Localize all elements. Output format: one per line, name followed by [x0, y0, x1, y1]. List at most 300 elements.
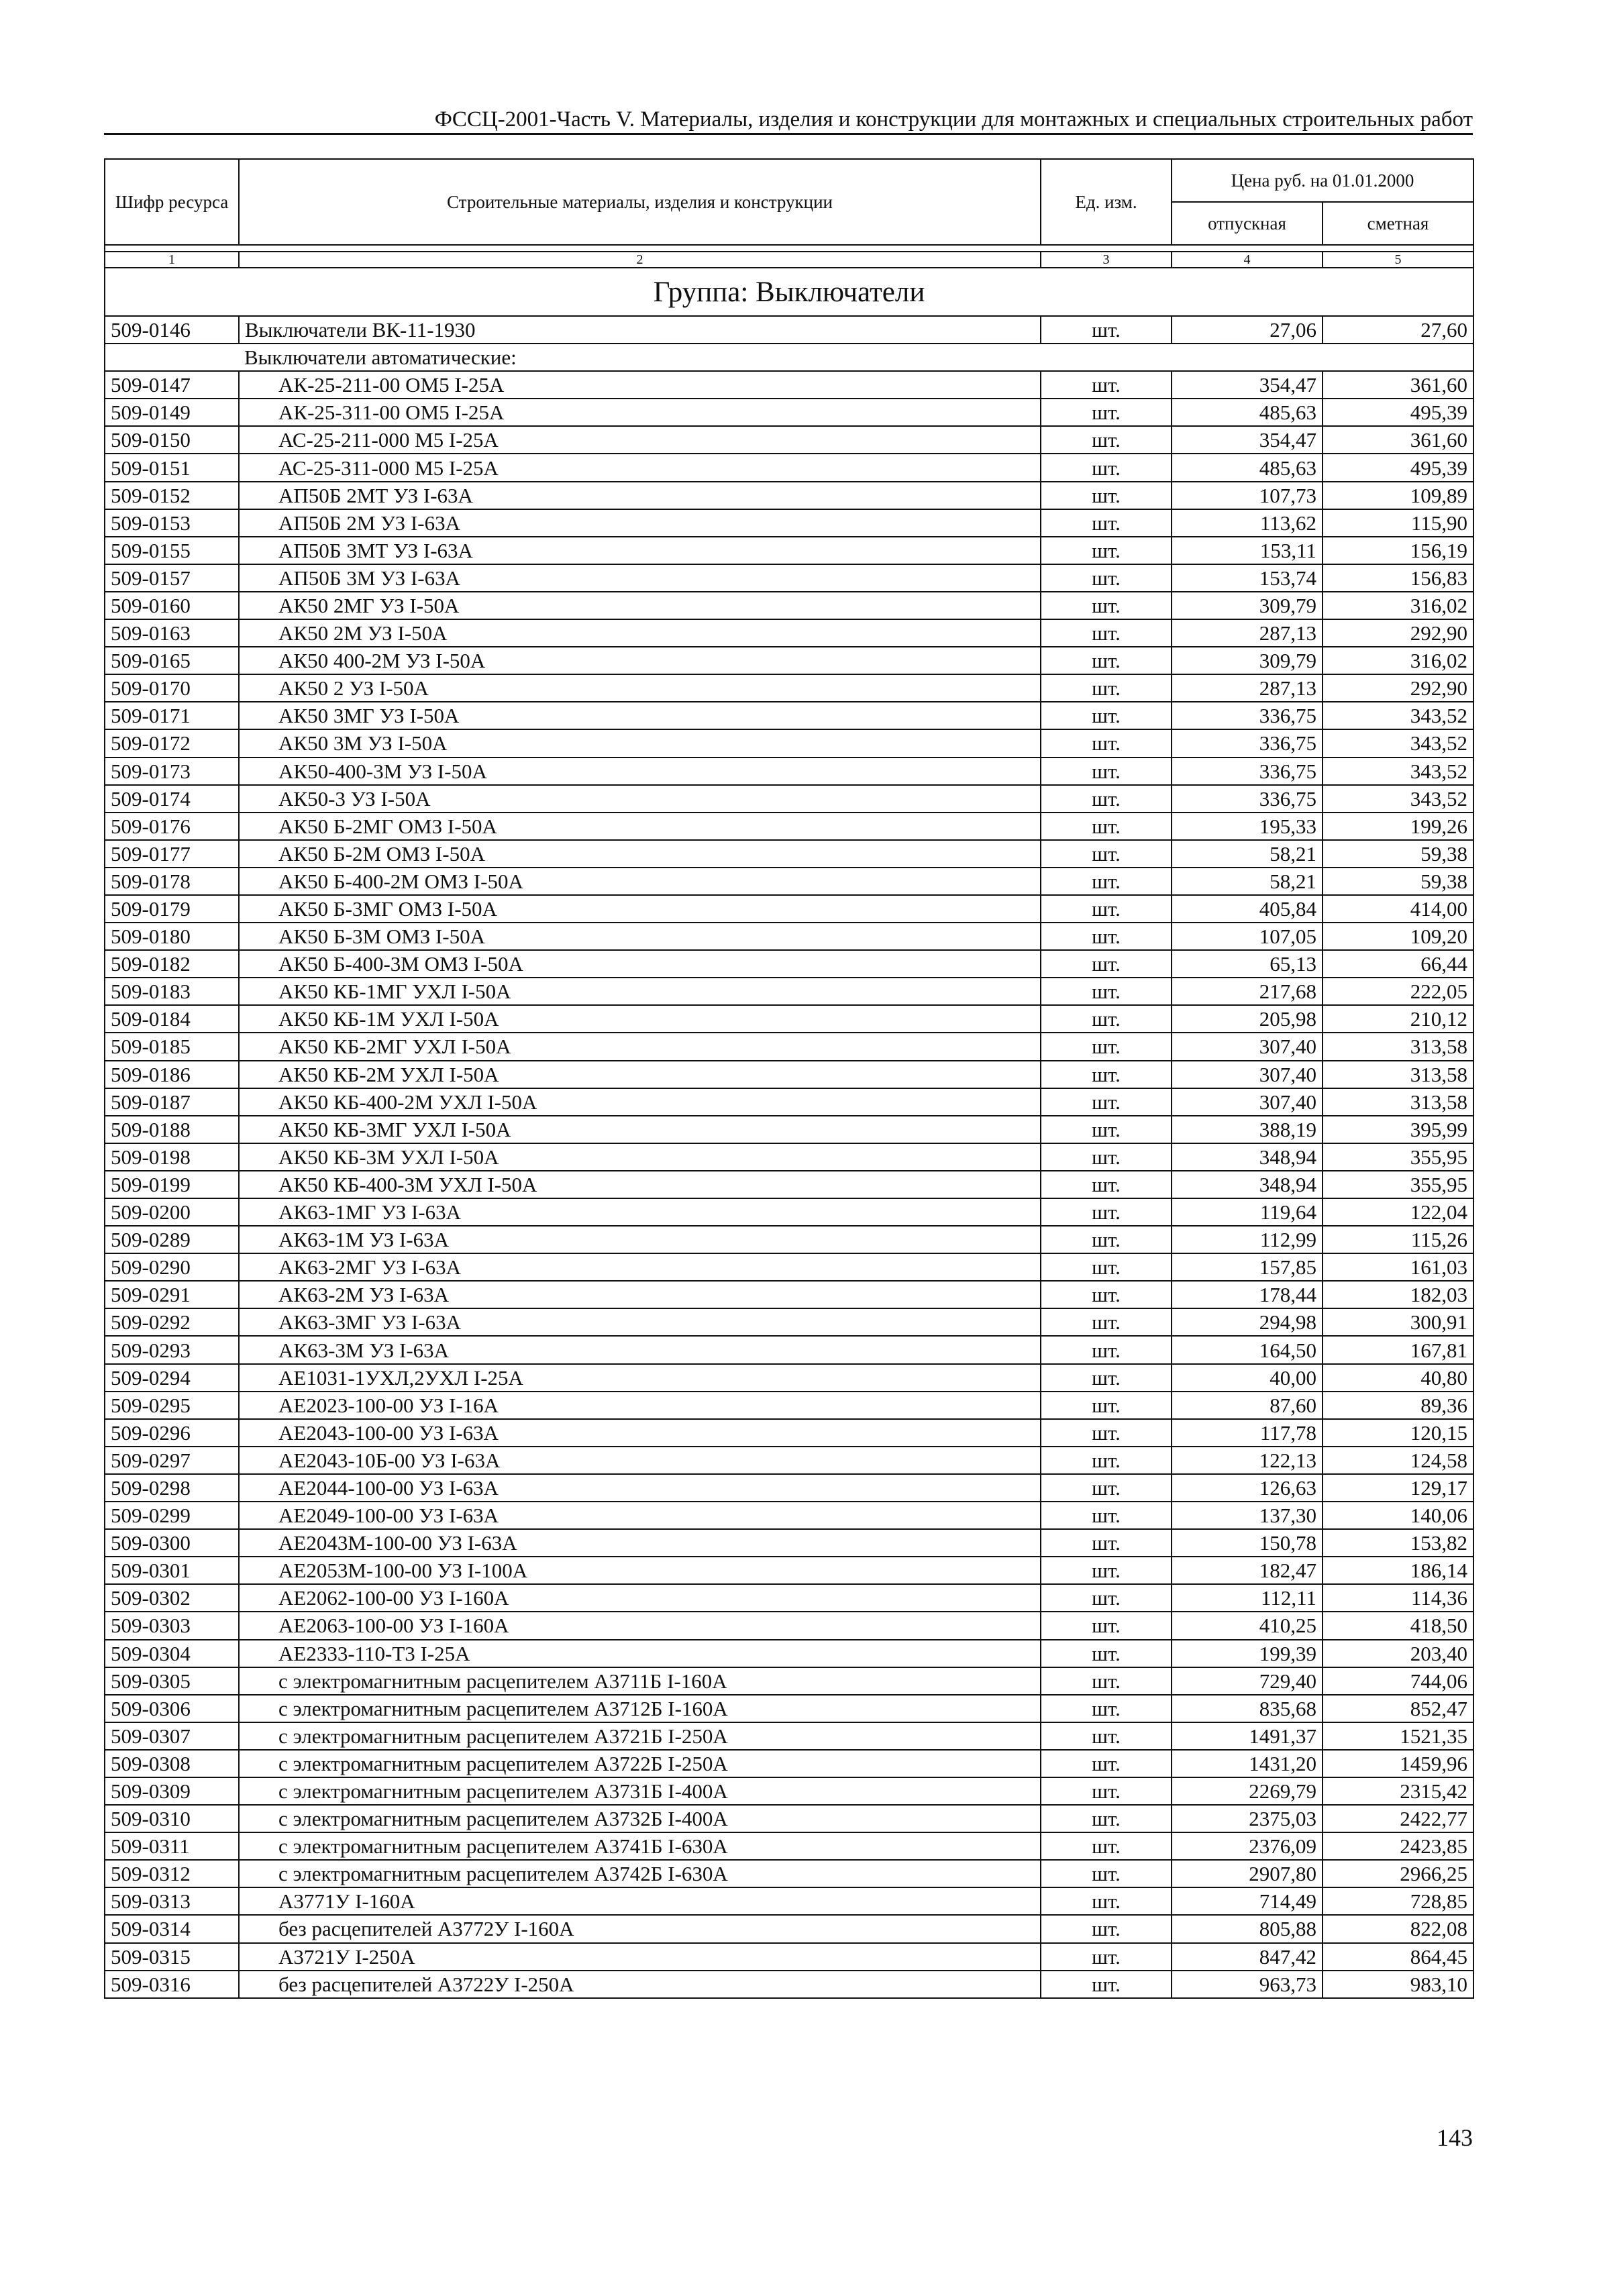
resource-code: 509-0298	[105, 1474, 239, 1502]
release-price: 113,62	[1172, 509, 1323, 537]
unit-of-measure: шт.	[1041, 1860, 1172, 1887]
estimate-price: 355,95	[1323, 1143, 1473, 1171]
table-row	[105, 1419, 1473, 1447]
resource-code: 509-0165	[105, 647, 239, 674]
release-price: 1491,37	[1172, 1722, 1323, 1750]
table-row	[105, 1171, 1473, 1198]
item-name: АЕ2333-110-Т3 I-25А	[239, 1640, 1041, 1667]
resource-code: 509-0184	[105, 1005, 239, 1033]
table-row	[105, 1061, 1473, 1088]
unit-of-measure: шт.	[1041, 1474, 1172, 1502]
resource-code: 509-0313	[105, 1887, 239, 1915]
release-price: 2269,79	[1172, 1777, 1323, 1805]
release-price: 58,21	[1172, 868, 1323, 895]
item-name: А3771У I-160А	[239, 1887, 1041, 1915]
table-row	[105, 840, 1473, 868]
table-row	[105, 895, 1473, 923]
item-name: АК50 КБ-1М УХЛ I-50А	[239, 1005, 1041, 1033]
estimate-price: 495,39	[1323, 399, 1473, 426]
resource-code: 509-0200	[105, 1198, 239, 1226]
resource-code: 509-0177	[105, 840, 239, 868]
table-row	[105, 564, 1473, 592]
unit-of-measure: шт.	[1041, 1612, 1172, 1639]
estimate-price: 122,04	[1323, 1198, 1473, 1226]
column-number: 3	[1041, 252, 1172, 268]
table-row	[105, 426, 1473, 454]
resource-code: 509-0302	[105, 1584, 239, 1612]
release-price: 2375,03	[1172, 1805, 1323, 1832]
item-name: АК50 3МГ УЗ I-50А	[239, 702, 1041, 729]
release-price: 117,78	[1172, 1419, 1323, 1447]
unit-of-measure: шт.	[1041, 509, 1172, 537]
estimate-price: 161,03	[1323, 1253, 1473, 1281]
estimate-price: 27,60	[1323, 316, 1473, 344]
item-name: АЕ2043-100-00 УЗ I-63А	[239, 1419, 1041, 1447]
resource-code: 509-0180	[105, 923, 239, 950]
unit-of-measure: шт.	[1041, 1695, 1172, 1722]
item-name: АК50 КБ-3М УХЛ I-50А	[239, 1143, 1041, 1171]
unit-of-measure: шт.	[1041, 923, 1172, 950]
column-number-row	[105, 252, 1473, 268]
item-name: АК50 КБ-2МГ УХЛ I-50А	[239, 1033, 1041, 1060]
resource-code: 509-0303	[105, 1612, 239, 1639]
item-name: АС-25-311-000 М5 I-25А	[239, 454, 1041, 481]
resource-code: 509-0304	[105, 1640, 239, 1667]
resource-code: 509-0183	[105, 978, 239, 1005]
col-header-release: отпускная	[1172, 202, 1323, 245]
resource-code: 509-0316	[105, 1971, 239, 1998]
resource-code: 509-0163	[105, 619, 239, 647]
item-name: АП50Б 2МТ УЗ I-63А	[239, 482, 1041, 509]
release-price: 354,47	[1172, 371, 1323, 399]
unit-of-measure: шт.	[1041, 1777, 1172, 1805]
resource-code: 509-0293	[105, 1336, 239, 1363]
estimate-price: 343,52	[1323, 785, 1473, 813]
release-price: 307,40	[1172, 1061, 1323, 1088]
release-price: 336,75	[1172, 785, 1323, 813]
unit-of-measure: шт.	[1041, 1887, 1172, 1915]
item-name: АК50 Б-2МГ ОМЗ I-50А	[239, 813, 1041, 840]
unit-of-measure: шт.	[1041, 1226, 1172, 1253]
resource-code: 509-0187	[105, 1088, 239, 1116]
unit-of-measure: шт.	[1041, 1308, 1172, 1336]
release-price: 485,63	[1172, 454, 1323, 481]
resource-code: 509-0151	[105, 454, 239, 481]
table-row	[105, 454, 1473, 481]
resource-code: 509-0289	[105, 1226, 239, 1253]
resource-code: 509-0309	[105, 1777, 239, 1805]
release-price: 963,73	[1172, 1971, 1323, 1998]
estimate-price: 59,38	[1323, 868, 1473, 895]
table-row	[105, 1750, 1473, 1777]
table-row	[105, 1832, 1473, 1860]
estimate-price: 2422,77	[1323, 1805, 1473, 1832]
unit-of-measure: шт.	[1041, 729, 1172, 757]
release-price: 410,25	[1172, 1612, 1323, 1639]
release-price: 307,40	[1172, 1033, 1323, 1060]
item-name: с электромагнитным расцепителем А3741Б I-630А	[239, 1832, 1041, 1860]
column-number: 1	[105, 252, 239, 268]
release-price: 107,05	[1172, 923, 1323, 950]
estimate-price: 864,45	[1323, 1943, 1473, 1971]
item-name: АК50 2М УЗ I-50А	[239, 619, 1041, 647]
estimate-price: 203,40	[1323, 1640, 1473, 1667]
release-price: 805,88	[1172, 1915, 1323, 1942]
table-row	[105, 923, 1473, 950]
unit-of-measure: шт.	[1041, 978, 1172, 1005]
column-number: 5	[1323, 252, 1473, 268]
table-row	[105, 1695, 1473, 1722]
estimate-price: 728,85	[1323, 1887, 1473, 1915]
release-price: 27,06	[1172, 316, 1323, 344]
item-name: АК50 Б-2М ОМЗ I-50А	[239, 840, 1041, 868]
release-price: 714,49	[1172, 1887, 1323, 1915]
unit-of-measure: шт.	[1041, 1750, 1172, 1777]
release-price: 847,42	[1172, 1943, 1323, 1971]
item-name: с электромагнитным расцепителем А3712Б I-160А	[239, 1695, 1041, 1722]
item-name: с электромагнитным расцепителем А3711Б I-160А	[239, 1667, 1041, 1695]
item-name: АП50Б 3М УЗ I-63А	[239, 564, 1041, 592]
estimate-price: 2966,25	[1323, 1860, 1473, 1887]
unit-of-measure: шт.	[1041, 1143, 1172, 1171]
release-price: 1431,20	[1172, 1750, 1323, 1777]
resource-code: 509-0308	[105, 1750, 239, 1777]
unit-of-measure: шт.	[1041, 1805, 1172, 1832]
release-price: 40,00	[1172, 1364, 1323, 1392]
unit-of-measure: шт.	[1041, 1502, 1172, 1529]
estimate-price: 199,26	[1323, 813, 1473, 840]
table-row	[105, 785, 1473, 813]
table-row	[105, 1915, 1473, 1942]
item-name: с электромагнитным расцепителем А3742Б I-630А	[239, 1860, 1041, 1887]
header-rule	[104, 133, 1473, 135]
release-price: 58,21	[1172, 840, 1323, 868]
estimate-price: 156,19	[1323, 537, 1473, 564]
estimate-price: 40,80	[1323, 1364, 1473, 1392]
resource-code: 509-0160	[105, 592, 239, 619]
release-price: 122,13	[1172, 1447, 1323, 1474]
resource-code: 509-0299	[105, 1502, 239, 1529]
table-row	[105, 1943, 1473, 1971]
estimate-price: 361,60	[1323, 371, 1473, 399]
estimate-price: 222,05	[1323, 978, 1473, 1005]
table-row	[105, 1860, 1473, 1887]
release-price: 112,11	[1172, 1584, 1323, 1612]
estimate-price: 343,52	[1323, 702, 1473, 729]
table-row	[105, 950, 1473, 978]
estimate-price: 1459,96	[1323, 1750, 1473, 1777]
table-row	[105, 316, 1473, 344]
item-name: АК63-2М УЗ I-63А	[239, 1281, 1041, 1308]
resource-code: 509-0182	[105, 950, 239, 978]
estimate-price: 2423,85	[1323, 1832, 1473, 1860]
unit-of-measure: шт.	[1041, 1116, 1172, 1143]
table-row	[105, 1777, 1473, 1805]
resource-code: 509-0176	[105, 813, 239, 840]
estimate-price: 316,02	[1323, 592, 1473, 619]
table-row	[105, 1226, 1473, 1253]
table-row	[105, 1336, 1473, 1363]
item-name: АК50 3М УЗ I-50А	[239, 729, 1041, 757]
resource-code: 509-0178	[105, 868, 239, 895]
estimate-price: 418,50	[1323, 1612, 1473, 1639]
release-price: 182,47	[1172, 1557, 1323, 1584]
resource-code: 509-0155	[105, 537, 239, 564]
resource-code: 509-0297	[105, 1447, 239, 1474]
item-name: АК50 Б-400-3М ОМЗ I-50А	[239, 950, 1041, 978]
item-name: АК50 КБ-3МГ УХЛ I-50А	[239, 1116, 1041, 1143]
resource-code: 509-0147	[105, 371, 239, 399]
release-price: 405,84	[1172, 895, 1323, 923]
estimate-price: 167,81	[1323, 1336, 1473, 1363]
table-row	[105, 1502, 1473, 1529]
table-row	[105, 592, 1473, 619]
release-price: 150,78	[1172, 1529, 1323, 1557]
item-name: АК50 КБ-400-2М УХЛ I-50А	[239, 1088, 1041, 1116]
release-price: 2907,80	[1172, 1860, 1323, 1887]
item-name: АК50 КБ-400-3М УХЛ I-50А	[239, 1171, 1041, 1198]
table-row	[105, 1971, 1473, 1998]
table-body	[105, 268, 1473, 1998]
unit-of-measure: шт.	[1041, 1832, 1172, 1860]
estimate-price: 822,08	[1323, 1915, 1473, 1942]
table-row	[105, 729, 1473, 757]
estimate-price: 343,52	[1323, 729, 1473, 757]
table-row	[105, 1253, 1473, 1281]
item-name: АК63-3МГ УЗ I-63А	[239, 1308, 1041, 1336]
estimate-price: 115,26	[1323, 1226, 1473, 1253]
table-row	[105, 868, 1473, 895]
item-name: с электромагнитным расцепителем А3732Б I-400А	[239, 1805, 1041, 1832]
release-price: 119,64	[1172, 1198, 1323, 1226]
item-name: АЕ2023-100-00 УЗ I-16А	[239, 1392, 1041, 1419]
unit-of-measure: шт.	[1041, 1529, 1172, 1557]
unit-of-measure: шт.	[1041, 371, 1172, 399]
estimate-price: 343,52	[1323, 758, 1473, 785]
resource-code: 509-0173	[105, 758, 239, 785]
item-name: с электромагнитным расцепителем А3722Б I-250А	[239, 1750, 1041, 1777]
table-row	[105, 702, 1473, 729]
estimate-price: 153,82	[1323, 1529, 1473, 1557]
item-name: АЕ1031-1УХЛ,2УХЛ I-25А	[239, 1364, 1041, 1392]
unit-of-measure: шт.	[1041, 1198, 1172, 1226]
estimate-price: 186,14	[1323, 1557, 1473, 1584]
table-row	[105, 1392, 1473, 1419]
resource-code: 509-0185	[105, 1033, 239, 1060]
table-row	[105, 1805, 1473, 1832]
item-name: АП50Б 2М УЗ I-63А	[239, 509, 1041, 537]
table-row	[105, 1447, 1473, 1474]
table-row	[105, 371, 1473, 399]
estimate-price: 300,91	[1323, 1308, 1473, 1336]
release-price: 217,68	[1172, 978, 1323, 1005]
item-name: АК63-2МГ УЗ I-63А	[239, 1253, 1041, 1281]
release-price: 336,75	[1172, 702, 1323, 729]
unit-of-measure: шт.	[1041, 1005, 1172, 1033]
unit-of-measure: шт.	[1041, 647, 1172, 674]
release-price: 348,94	[1172, 1171, 1323, 1198]
table-row	[105, 1005, 1473, 1033]
resource-code: 509-0170	[105, 674, 239, 702]
estimate-price: 140,06	[1323, 1502, 1473, 1529]
item-name: АЕ2053М-100-00 УЗ I-100А	[239, 1557, 1041, 1584]
col-header-price: Цена руб. на 01.01.2000	[1172, 159, 1473, 202]
unit-of-measure: шт.	[1041, 1447, 1172, 1474]
resource-code: 509-0300	[105, 1529, 239, 1557]
unit-of-measure: шт.	[1041, 1061, 1172, 1088]
estimate-price: 355,95	[1323, 1171, 1473, 1198]
item-name: АК63-3М УЗ I-63А	[239, 1336, 1041, 1363]
item-name: АК-25-211-00 ОМ5 I-25А	[239, 371, 1041, 399]
column-number: 4	[1172, 252, 1323, 268]
resource-code: 509-0291	[105, 1281, 239, 1308]
table-row	[105, 619, 1473, 647]
item-name: АЕ2043-10Б-00 УЗ I-63А	[239, 1447, 1041, 1474]
release-price: 729,40	[1172, 1667, 1323, 1695]
table-row	[105, 1640, 1473, 1667]
unit-of-measure: шт.	[1041, 702, 1172, 729]
unit-of-measure: шт.	[1041, 1088, 1172, 1116]
unit-of-measure: шт.	[1041, 1722, 1172, 1750]
item-name: АК50 КБ-2М УХЛ I-50А	[239, 1061, 1041, 1088]
unit-of-measure: шт.	[1041, 1336, 1172, 1363]
group-title: Группа: Выключатели	[105, 268, 1473, 316]
table-row	[105, 674, 1473, 702]
release-price: 336,75	[1172, 758, 1323, 785]
estimate-price: 182,03	[1323, 1281, 1473, 1308]
estimate-price: 414,00	[1323, 895, 1473, 923]
table-row	[105, 1887, 1473, 1915]
item-name: АК50 Б-3МГ ОМЗ I-50А	[239, 895, 1041, 923]
unit-of-measure: шт.	[1041, 592, 1172, 619]
resource-code: 509-0296	[105, 1419, 239, 1447]
unit-of-measure: шт.	[1041, 1667, 1172, 1695]
release-price: 348,94	[1172, 1143, 1323, 1171]
table-row	[105, 1557, 1473, 1584]
table-row	[105, 1474, 1473, 1502]
unit-of-measure: шт.	[1041, 1419, 1172, 1447]
estimate-price: 313,58	[1323, 1088, 1473, 1116]
item-name: АС-25-211-000 М5 I-25А	[239, 426, 1041, 454]
unit-of-measure: шт.	[1041, 1364, 1172, 1392]
estimate-price: 114,36	[1323, 1584, 1473, 1612]
resource-code: 509-0188	[105, 1116, 239, 1143]
estimate-price: 395,99	[1323, 1116, 1473, 1143]
page-header-title: ФССЦ-2001-Часть V. Материалы, изделия и конструкции для монтажных и специальных строительных работ	[434, 107, 1473, 132]
table-row	[105, 509, 1473, 537]
table-row	[105, 647, 1473, 674]
item-name: АЕ2063-100-00 УЗ I-160А	[239, 1612, 1041, 1639]
item-name: АК63-1МГ УЗ I-63А	[239, 1198, 1041, 1226]
table-row	[105, 1033, 1473, 1060]
release-price: 199,39	[1172, 1640, 1323, 1667]
resource-code: 509-0153	[105, 509, 239, 537]
col-header-name: Строительные материалы, изделия и конструкции	[239, 159, 1041, 245]
table-row	[105, 813, 1473, 840]
subheading-text: Выключатели автоматические:	[244, 346, 517, 370]
estimate-price: 852,47	[1323, 1695, 1473, 1722]
table-row	[105, 1281, 1473, 1308]
unit-of-measure: шт.	[1041, 1253, 1172, 1281]
unit-of-measure: шт.	[1041, 1557, 1172, 1584]
item-name: АЕ2043М-100-00 УЗ I-63А	[239, 1529, 1041, 1557]
table-row	[105, 1308, 1473, 1336]
estimate-price: 983,10	[1323, 1971, 1473, 1998]
release-price: 87,60	[1172, 1392, 1323, 1419]
item-name: АК50 2 УЗ I-50А	[239, 674, 1041, 702]
resource-code: 509-0186	[105, 1061, 239, 1088]
item-name: АЕ2044-100-00 УЗ I-63А	[239, 1474, 1041, 1502]
item-name: АК50 Б-3М ОМЗ I-50А	[239, 923, 1041, 950]
resource-code: 509-0172	[105, 729, 239, 757]
unit-of-measure: шт.	[1041, 1584, 1172, 1612]
estimate-price: 495,39	[1323, 454, 1473, 481]
resource-code: 509-0146	[105, 316, 239, 344]
table-row	[105, 1116, 1473, 1143]
estimate-price: 316,02	[1323, 647, 1473, 674]
estimate-price: 313,58	[1323, 1061, 1473, 1088]
item-name: АК50 Б-400-2М ОМЗ I-50А	[239, 868, 1041, 895]
item-name: АП50Б 3МТ УЗ I-63А	[239, 537, 1041, 564]
resource-code: 509-0294	[105, 1364, 239, 1392]
resource-code: 509-0311	[105, 1832, 239, 1860]
table-row	[105, 1143, 1473, 1171]
resource-code: 509-0171	[105, 702, 239, 729]
release-price: 287,13	[1172, 619, 1323, 647]
estimate-price: 292,90	[1323, 674, 1473, 702]
release-price: 294,98	[1172, 1308, 1323, 1336]
unit-of-measure: шт.	[1041, 1915, 1172, 1942]
unit-of-measure: шт.	[1041, 950, 1172, 978]
estimate-price: 109,20	[1323, 923, 1473, 950]
table-header-row	[105, 159, 1473, 202]
release-price: 112,99	[1172, 1226, 1323, 1253]
resource-code: 509-0307	[105, 1722, 239, 1750]
estimate-price: 59,38	[1323, 840, 1473, 868]
resource-code: 509-0290	[105, 1253, 239, 1281]
table-row	[105, 1584, 1473, 1612]
unit-of-measure: шт.	[1041, 454, 1172, 481]
resource-code: 509-0292	[105, 1308, 239, 1336]
col-header-unit: Ед. изм.	[1041, 159, 1172, 245]
release-price: 178,44	[1172, 1281, 1323, 1308]
resource-code: 509-0301	[105, 1557, 239, 1584]
resource-code: 509-0312	[105, 1860, 239, 1887]
release-price: 309,79	[1172, 592, 1323, 619]
table-row	[105, 1364, 1473, 1392]
estimate-price: 89,36	[1323, 1392, 1473, 1419]
release-price: 153,11	[1172, 537, 1323, 564]
group-title-row	[105, 268, 1473, 316]
release-price: 126,63	[1172, 1474, 1323, 1502]
unit-of-measure: шт.	[1041, 1281, 1172, 1308]
estimate-price: 120,15	[1323, 1419, 1473, 1447]
release-price: 287,13	[1172, 674, 1323, 702]
release-price: 307,40	[1172, 1088, 1323, 1116]
col-header-estimate: сметная	[1323, 202, 1473, 245]
resource-code: 509-0295	[105, 1392, 239, 1419]
item-name: А3721У I-250А	[239, 1943, 1041, 1971]
unit-of-measure: шт.	[1041, 426, 1172, 454]
resource-code: 509-0174	[105, 785, 239, 813]
unit-of-measure: шт.	[1041, 537, 1172, 564]
unit-of-measure: шт.	[1041, 895, 1172, 923]
unit-of-measure: шт.	[1041, 399, 1172, 426]
table-row	[105, 1612, 1473, 1639]
resource-code: 509-0314	[105, 1915, 239, 1942]
table-row	[105, 978, 1473, 1005]
page-number: 143	[1437, 2124, 1473, 2151]
